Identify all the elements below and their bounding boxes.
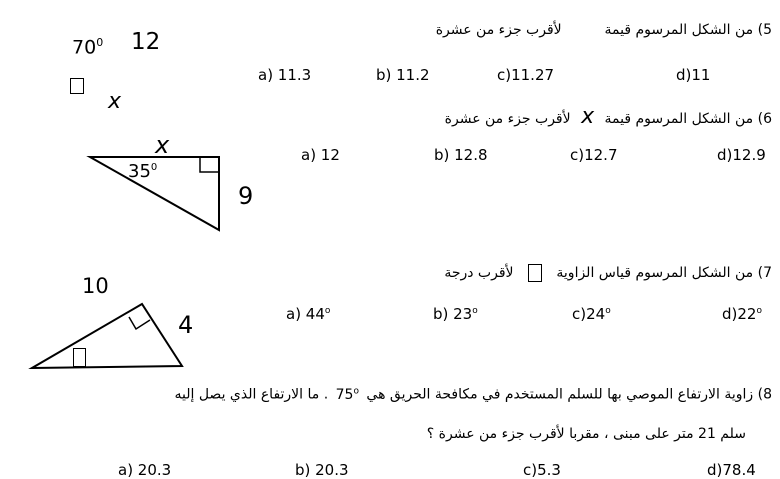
q6-text-before: 6) من الشكل المرسوم قيمة	[604, 111, 772, 127]
degree-mark: o	[324, 306, 331, 316]
q8-option-d[interactable]: d)78.4	[707, 461, 756, 479]
q8-option-b[interactable]: b) 20.3	[295, 461, 349, 479]
degree-mark: 0	[150, 162, 158, 173]
q7-option-c[interactable]: c)24$^o$	[572, 305, 611, 323]
q6-figure-side: 9	[238, 182, 254, 210]
q6-option-a[interactable]: a) 12	[301, 146, 340, 164]
q5-option-b[interactable]: b) 11.2	[376, 66, 430, 84]
q8-option-c[interactable]: c)5.3	[523, 461, 561, 479]
q5-angle-placeholder-box	[70, 78, 84, 94]
q6-variable: x	[581, 104, 595, 129]
q5-option-d[interactable]: d)11	[676, 66, 711, 84]
q8-prompt-line1	[174, 386, 772, 403]
q7-option-d[interactable]: d)22$^o$	[722, 305, 762, 323]
q5-figure-side: 12	[131, 29, 161, 55]
q5-option-c[interactable]: c)11.27	[497, 66, 555, 84]
degree-mark: 0	[96, 36, 104, 49]
q6-figure-unknown: x	[155, 131, 170, 159]
q7-figure-side-b: 4	[178, 311, 194, 339]
q6-prompt	[445, 104, 772, 129]
q6-text-after: لأقرب جزء من عشرة	[444, 111, 571, 127]
q7-figure-angle-box	[73, 348, 86, 367]
q8-option-a[interactable]: a) 20.3	[118, 461, 172, 479]
q6-option-b[interactable]: b) 12.8	[434, 146, 488, 164]
q6-option-c[interactable]: c)12.7	[570, 146, 618, 164]
q6-option-d[interactable]: d)12.9	[717, 146, 766, 164]
degree-mark: o	[605, 306, 611, 316]
q5-prompt	[436, 22, 772, 38]
angle-placeholder-box	[528, 264, 542, 282]
q8-angle: 75$^o$	[335, 386, 359, 403]
q7-prompt	[444, 264, 772, 282]
q7-figure-side-a: 10	[82, 274, 109, 298]
q8-line1-before: 8) زاوية الارتفاع الموصي بها للسلم المستخدم في مكافحة الحريق هي	[366, 386, 772, 403]
q6-figure-angle: $35^0$	[128, 161, 158, 182]
q5-figure-unknown: x	[108, 89, 122, 114]
q7-text-after: لأقرب درجة	[444, 265, 514, 281]
degree-mark: o	[472, 306, 478, 316]
q8-line1-after: . ما الارتفاع الذي يصل إليه	[174, 386, 329, 403]
degree-mark: o	[756, 306, 762, 316]
q8-prompt-line2: سلم 21 متر على مبنى ، مقربا لأقرب جزء من عشرة ؟	[426, 426, 746, 442]
q5-text-after: لأقرب جزء من عشرة	[435, 22, 562, 38]
q5-figure-angle: $70^0$	[72, 36, 104, 59]
q7-text-before: 7) من الشكل المرسوم قياس الزاوية	[556, 265, 772, 281]
q7-option-b[interactable]: b) 23$^o$	[433, 305, 478, 323]
q5-option-a[interactable]: a) 11.3	[258, 66, 312, 84]
q7-option-a[interactable]: a) 44$^o$	[286, 305, 331, 323]
q5-text-before: 5) من الشكل المرسوم قيمة	[604, 22, 772, 38]
degree-mark: o	[353, 386, 359, 396]
